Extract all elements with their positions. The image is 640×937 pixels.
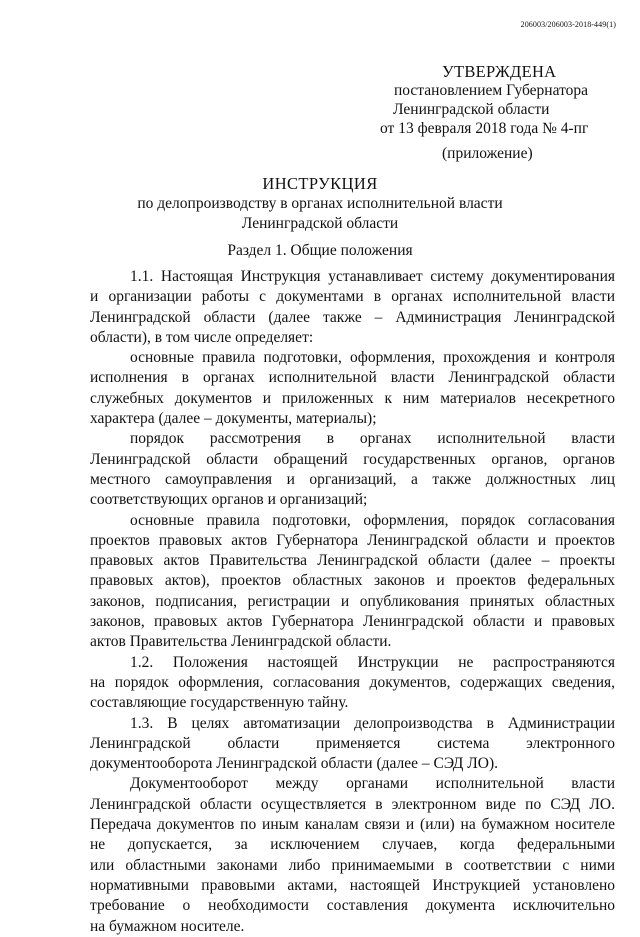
body-line: служебных документов и приложенных к ним материалов несекретного bbox=[90, 389, 615, 407]
approval-stamp bbox=[380, 62, 620, 163]
body-line: области), в том числе определяет: bbox=[90, 328, 314, 346]
body-line: документооборота Ленинградской области (далее – СЭД ЛО). bbox=[90, 755, 498, 773]
body-line: 1.2. Положения настоящей Инструкции не распространяются bbox=[130, 653, 615, 671]
document-number: 206003/206003-2018-449(1) bbox=[520, 20, 616, 29]
title-subline: по делопроизводству в органах исполнительной власти bbox=[137, 195, 503, 212]
body-line: местного самоуправления и организаций, а также должностных лиц bbox=[90, 470, 615, 488]
body-line: правовых актов Правительства Ленинградской области (далее – проекты bbox=[90, 552, 615, 570]
body-line: Передача документов по иным каналам связи и (или) на бумажном носителе bbox=[90, 816, 615, 834]
body-line: исполнения в органах исполнительной власти Ленинградской области bbox=[90, 369, 615, 387]
body-line: требование о необходимости составления документа исключительно bbox=[90, 897, 615, 915]
body-text bbox=[90, 267, 615, 937]
body-line: 1.3. В целях автоматизации делопроизводства в Администрации bbox=[130, 714, 615, 732]
body-line: соответствующих органов и организаций; bbox=[90, 491, 368, 509]
body-line: проектов правовых актов Губернатора Ленинградской области и проектов bbox=[90, 531, 615, 549]
body-line: Ленинградской области (далее также – Администрация Ленинградской bbox=[90, 308, 615, 326]
approval-note: (приложение) bbox=[442, 145, 533, 162]
body-line: порядок рассмотрения в органах исполнительной власти bbox=[130, 430, 615, 448]
title-heading: ИНСТРУКЦИЯ bbox=[262, 174, 378, 193]
body-line: нормативными правовыми актами, настоящей Инструкцией установлено bbox=[90, 876, 615, 894]
body-line: на бумажном носителе. bbox=[90, 917, 245, 935]
body-line: основные правила подготовки, оформления, прохождения и контроля bbox=[130, 349, 615, 367]
section-heading: Раздел 1. Общие положения bbox=[227, 242, 413, 259]
body-line: законов, правовых актов Губернатора Ленинградской области и правовых bbox=[90, 613, 615, 631]
approval-date-line: от 13 февраля 2018 года № 4-пг bbox=[380, 120, 589, 137]
body-line: не допускается, за исключением случаев, когда федеральными bbox=[90, 836, 615, 854]
approval-line: Ленинградской области bbox=[393, 101, 550, 118]
body-line: законов, подписания, регистрации и опубликования принятых областных bbox=[90, 592, 615, 610]
body-line: основные правила подготовки, оформления, порядок согласования bbox=[130, 511, 615, 529]
body-line: или областными законами либо принимаемыми в соответствии с ними bbox=[90, 856, 615, 874]
approval-line: постановлением Губернатора bbox=[394, 82, 589, 99]
body-line: Ленинградской области осуществляется в электронном виде по СЭД ЛО. bbox=[90, 795, 615, 813]
body-line: Документооборот между органами исполнительной власти bbox=[130, 775, 615, 793]
body-line: Ленинградской области обращений государственных органов, органов bbox=[90, 450, 615, 468]
body-line: актов Правительства Ленинградской области. bbox=[90, 633, 392, 651]
body-line: составляющие государственную тайну. bbox=[90, 694, 349, 712]
title-subline: Ленинградской области bbox=[241, 215, 399, 232]
document-title bbox=[90, 174, 550, 234]
body-line: на порядок оформления, согласования документов, содержащих сведения, bbox=[90, 673, 615, 691]
body-line: 1.1. Настоящая Инструкция устанавливает систему документирования bbox=[130, 268, 615, 285]
body-line: Ленинградской области применяется система электронного bbox=[90, 734, 615, 752]
body-line: характера (далее – документы, материалы); bbox=[90, 410, 377, 428]
body-line: правовых актов), проектов областных законов и проектов федеральных bbox=[90, 572, 615, 590]
approval-heading: УТВЕРЖДЕНА bbox=[442, 62, 557, 81]
body-line: и организации работы с документами в органах исполнительной власти bbox=[90, 288, 615, 306]
